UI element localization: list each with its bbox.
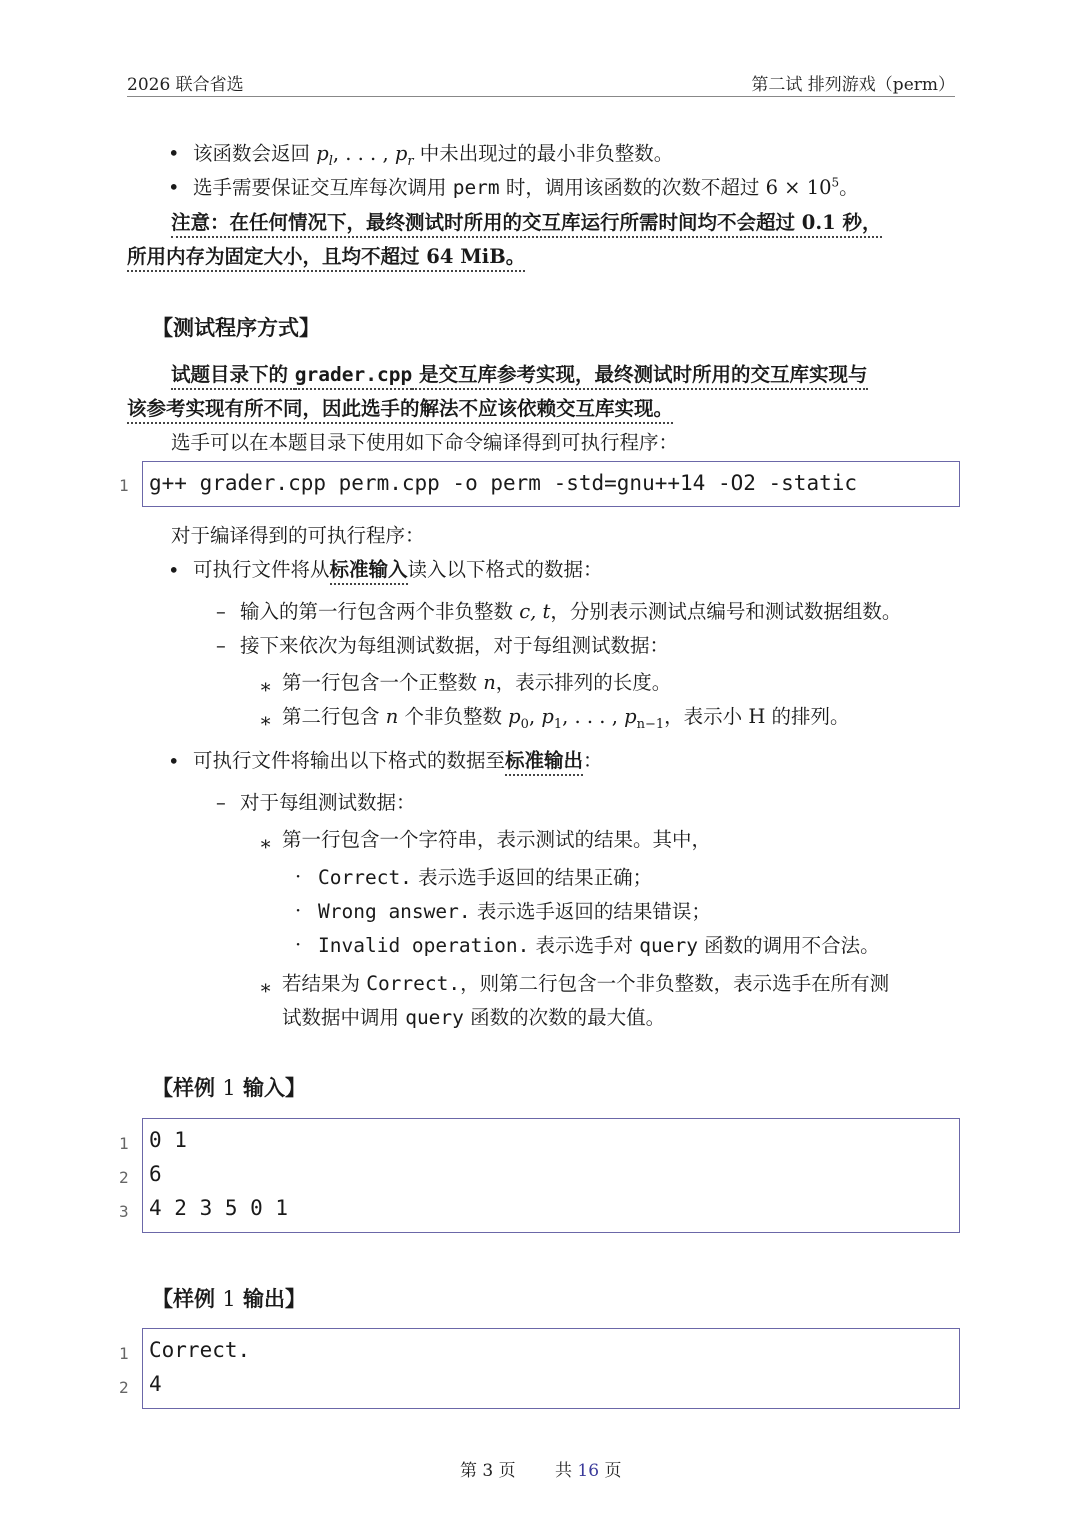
test-para-line3: 选手可以在本题目录下使用如下命令编译得到可执行程序： bbox=[171, 431, 679, 454]
output-each-case: 对于每组测试数据： bbox=[240, 791, 416, 814]
line-number: 2 bbox=[119, 1168, 129, 1187]
exec-intro: 对于编译得到的可执行程序： bbox=[171, 524, 425, 547]
text-span: 表示选手返回的结果正确； bbox=[411, 866, 653, 889]
dash: – bbox=[216, 600, 226, 623]
text-span: 中未出现过的最小非负整数。 bbox=[413, 142, 674, 165]
bullet-dot: • bbox=[168, 559, 180, 582]
input-first-line bbox=[240, 599, 901, 624]
input-perm-line bbox=[282, 704, 850, 734]
text-span: 试题目录下的 bbox=[171, 363, 295, 390]
code-span: Correct. bbox=[366, 972, 461, 995]
header-rule bbox=[127, 96, 955, 97]
emphasis-span: 标准输出 bbox=[505, 749, 583, 776]
text-span: 可执行文件将输出以下格式的数据至 bbox=[193, 749, 506, 772]
text-span: , . . . , bbox=[562, 705, 625, 728]
text-span: 第二行包含 bbox=[282, 705, 386, 728]
star: ∗ bbox=[259, 709, 273, 732]
test-para-line1 bbox=[171, 362, 868, 387]
text-span: 若结果为 bbox=[282, 972, 367, 995]
text-span: 页 bbox=[599, 1461, 622, 1481]
test-para-line2 bbox=[127, 396, 673, 421]
input-each-case: 接下来依次为每组测试数据，对于每组测试数据： bbox=[240, 634, 670, 657]
text-span: 页 bbox=[493, 1461, 516, 1481]
math-span: p bbox=[508, 705, 521, 728]
bullet-dot: • bbox=[168, 176, 180, 199]
sample-input-line: 6 bbox=[149, 1162, 162, 1186]
code-span: Invalid operation. bbox=[318, 934, 530, 957]
note-text: 所用内存为固定大小，且均不超过 64 MiB。 bbox=[127, 245, 525, 272]
section-title-test: 【测试程序方式】 bbox=[152, 315, 320, 340]
text-span: 可执行文件将从 bbox=[193, 558, 330, 581]
text-span: 3 bbox=[482, 1461, 494, 1481]
text-span: 函数的次数的最大值。 bbox=[463, 1006, 666, 1029]
section-title-sample-output bbox=[152, 1283, 306, 1313]
bullet-dot: • bbox=[168, 750, 180, 773]
output-second-line bbox=[282, 971, 889, 996]
sample-input-box bbox=[142, 1118, 960, 1233]
middot: · bbox=[295, 933, 302, 956]
star: ∗ bbox=[259, 976, 273, 999]
math-span: n bbox=[483, 671, 496, 694]
text-span: 共 bbox=[555, 1461, 578, 1481]
text-span: 选手需要保证交互库每次调用 bbox=[193, 176, 453, 199]
total-pages-link[interactable]: 16 bbox=[577, 1461, 600, 1481]
sample-output-box bbox=[142, 1328, 960, 1409]
text-span: ，表示排列的长度。 bbox=[495, 671, 672, 694]
page-number bbox=[460, 1456, 516, 1481]
text-span: 函数的调用不合法。 bbox=[697, 934, 880, 957]
output-invalid bbox=[318, 933, 880, 958]
line-number: 2 bbox=[119, 1378, 129, 1397]
code-span: query bbox=[639, 934, 698, 957]
note-line2 bbox=[127, 244, 525, 269]
bullet-dot: • bbox=[168, 142, 180, 165]
code-span: perm bbox=[452, 176, 500, 199]
math-p: p bbox=[316, 142, 329, 165]
text-span: ： bbox=[583, 749, 603, 772]
header-right: 第二试 排列游戏（perm） bbox=[751, 75, 955, 95]
math-sub: 1 bbox=[553, 716, 563, 732]
code-span: Correct. bbox=[318, 866, 412, 889]
code-span: query bbox=[405, 1006, 464, 1029]
line-number: 1 bbox=[119, 476, 129, 495]
dash: – bbox=[216, 791, 226, 814]
math-span: n bbox=[385, 705, 399, 728]
bullet-return-text bbox=[193, 141, 673, 171]
header-left: 2026 联合省选 bbox=[127, 75, 244, 95]
text-span: 读入以下格式的数据： bbox=[407, 558, 603, 581]
compile-command: g++ grader.cpp perm.cpp -o perm -std=gnu++14 -O2 -static bbox=[149, 471, 858, 495]
text-span: 1 bbox=[222, 1287, 236, 1311]
output-spec-text bbox=[193, 748, 603, 773]
text-span: 第一行包含一个正整数 bbox=[282, 671, 484, 694]
text-span: , bbox=[528, 705, 542, 728]
text-span: 输入的第一行包含两个非负整数 bbox=[240, 600, 520, 623]
sample-output-line: 4 bbox=[149, 1372, 162, 1396]
output-second-line-cont bbox=[282, 1005, 665, 1030]
text-span: , . . . , bbox=[332, 142, 395, 165]
text-span: 该函数会返回 bbox=[193, 142, 317, 165]
star: ∗ bbox=[259, 832, 273, 855]
text-span: 输出】 bbox=[235, 1286, 306, 1311]
sample-output-line: Correct. bbox=[149, 1338, 251, 1362]
output-correct bbox=[318, 865, 652, 890]
math-sub: r bbox=[407, 153, 414, 169]
math-span: p bbox=[541, 705, 554, 728]
text-span: 【样例 bbox=[152, 1075, 223, 1100]
input-spec-text bbox=[193, 557, 603, 582]
text-span: 【样例 bbox=[152, 1286, 223, 1311]
line-number: 1 bbox=[119, 1344, 129, 1363]
compile-command-box bbox=[142, 461, 960, 507]
dash: – bbox=[216, 634, 226, 657]
math-span: p bbox=[624, 705, 637, 728]
math-sup: 5 bbox=[831, 175, 840, 190]
output-first-line: 第一行包含一个字符串，表示测试的结果。其中， bbox=[282, 828, 712, 851]
text-span: ，表示小 H 的排列。 bbox=[664, 705, 850, 728]
text-span: 。 bbox=[839, 176, 859, 199]
middot: · bbox=[295, 899, 302, 922]
text-span: 该参考实现有所不同，因此选手的解法不应该依赖交互库实现。 bbox=[127, 397, 673, 424]
line-number: 3 bbox=[119, 1202, 129, 1221]
code-span: grader.cpp bbox=[295, 363, 412, 390]
input-n-line bbox=[282, 670, 671, 695]
math-span: c, t bbox=[519, 600, 551, 623]
sample-input-line: 4 2 3 5 0 1 bbox=[149, 1196, 289, 1220]
text-span: 表示选手对 bbox=[529, 934, 640, 957]
text-span: 是交互库参考实现，最终测试时所用的交互库实现与 bbox=[412, 363, 867, 390]
sample-input-line: 0 1 bbox=[149, 1128, 187, 1152]
note-line1 bbox=[171, 210, 882, 235]
code-span: Wrong answer. bbox=[318, 900, 471, 923]
math-sub: n−1 bbox=[636, 716, 665, 732]
text-span: 表示选手返回的结果错误； bbox=[470, 900, 711, 923]
note-text: 注意：在任何情况下，最终测试时所用的交互库运行所需时间均不会超过 0.1 秒， bbox=[171, 211, 882, 238]
line-number: 1 bbox=[119, 1134, 129, 1153]
middot: · bbox=[295, 865, 302, 888]
star: ∗ bbox=[259, 675, 273, 698]
math-sub: l bbox=[328, 153, 333, 169]
text-span: 试数据中调用 bbox=[282, 1006, 406, 1029]
text-span: ，分别表示测试点编号和测试数据组数。 bbox=[550, 600, 902, 623]
math-sub: 0 bbox=[520, 716, 529, 732]
output-wrong bbox=[318, 899, 711, 924]
math-p: p bbox=[394, 142, 408, 165]
page-total bbox=[555, 1456, 621, 1481]
emphasis-span: 标准输入 bbox=[330, 558, 408, 585]
text-span: 第 bbox=[460, 1461, 483, 1481]
text-span: 时，调用该函数的次数不超过 6 × 10 bbox=[499, 176, 832, 199]
text-span: 输入】 bbox=[235, 1075, 306, 1100]
text-span: 个非负整数 bbox=[398, 705, 509, 728]
bullet-limit-text bbox=[193, 175, 859, 200]
text-span: 1 bbox=[222, 1076, 236, 1100]
section-title-sample-input bbox=[152, 1072, 306, 1102]
text-span: ，则第二行包含一个非负整数，表示选手在所有测 bbox=[460, 972, 890, 995]
